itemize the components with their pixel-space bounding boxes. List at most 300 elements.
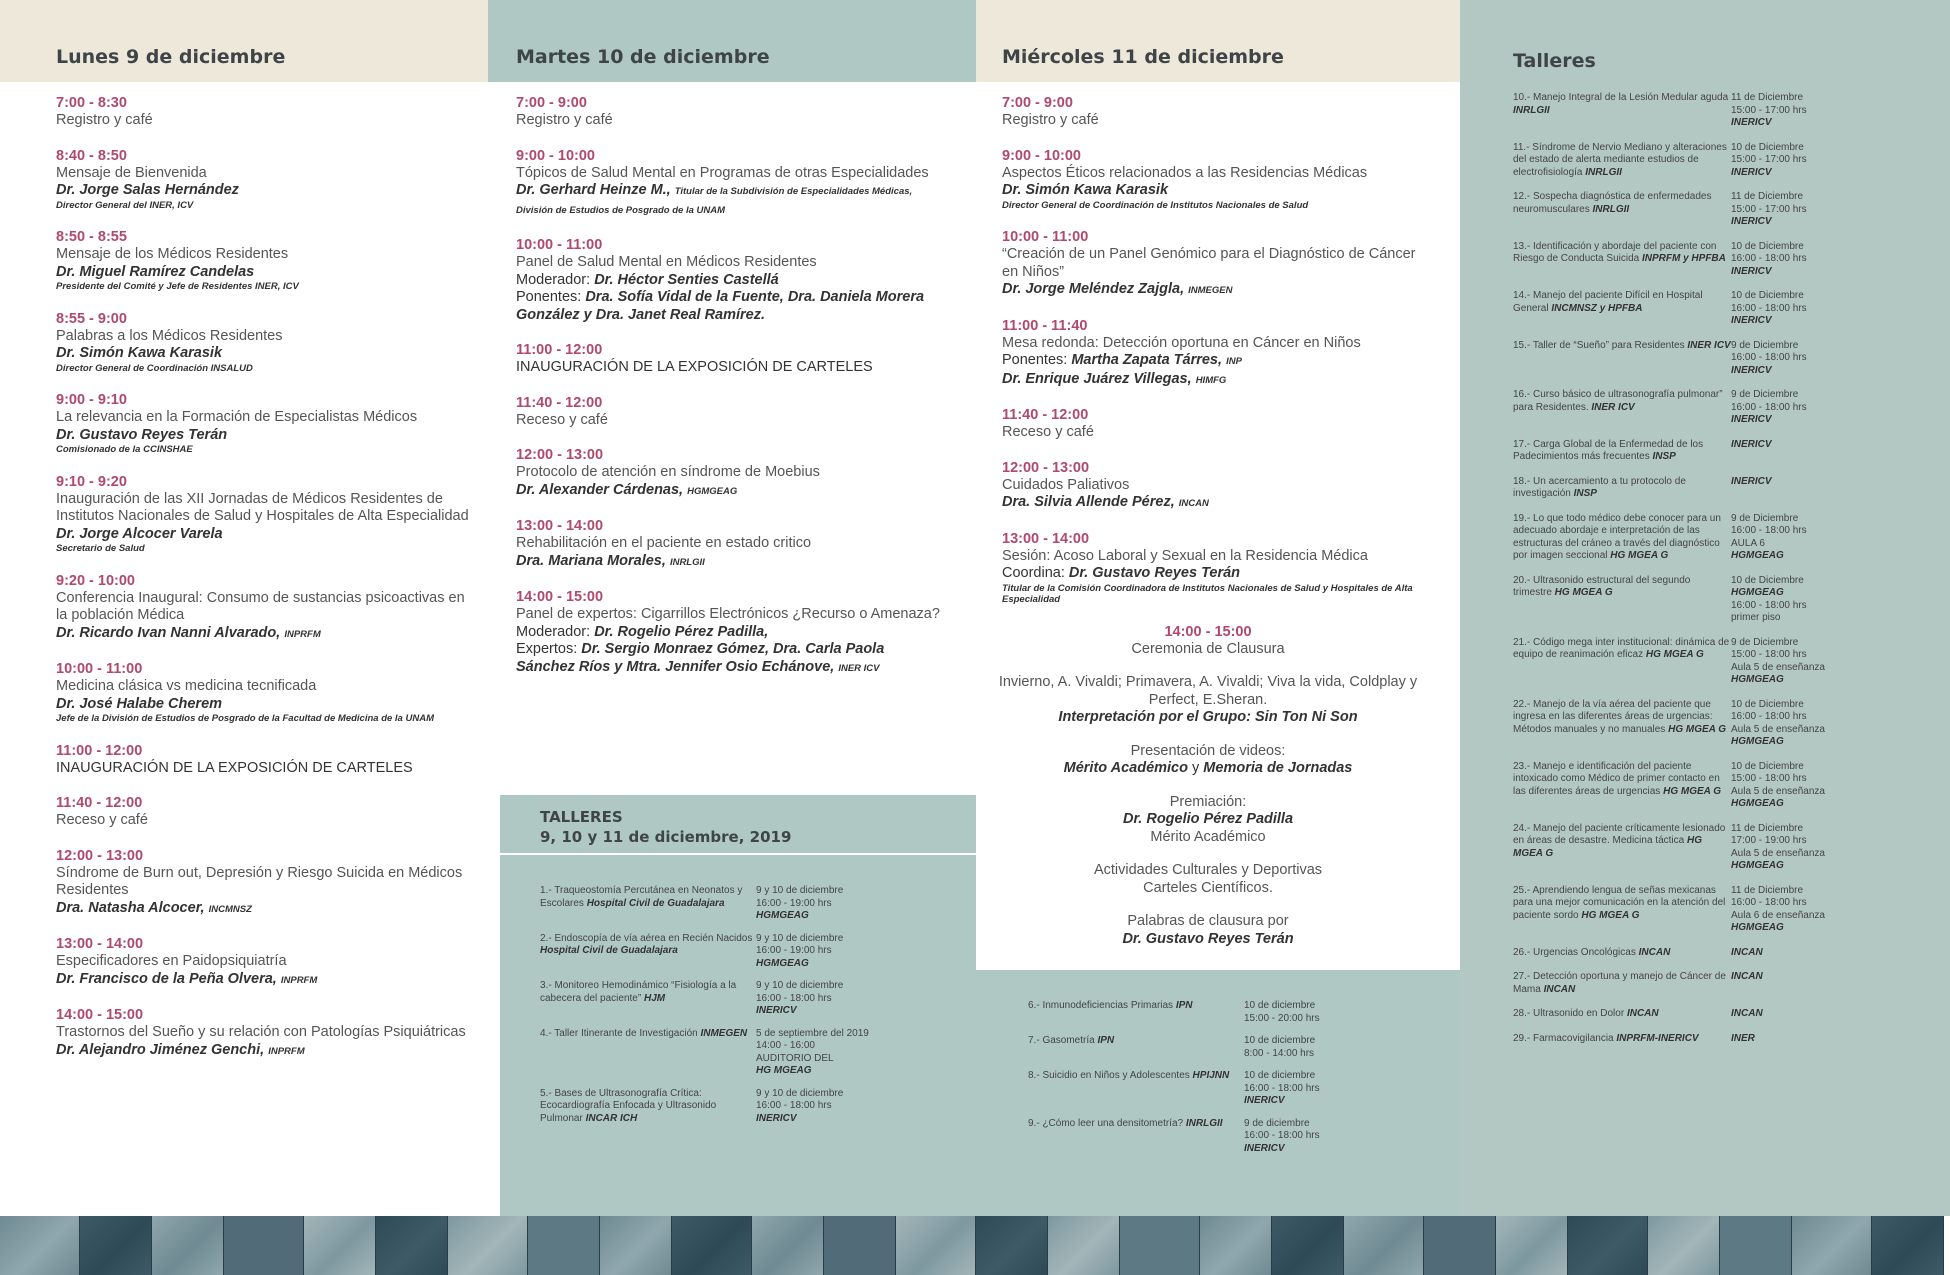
event-title: Rehabilitación en el paciente en estado critico [516,535,812,551]
taller-institution: HG MGEA G [1581,909,1640,921]
taller-info-line: primer piso [1731,612,1781,623]
taller-info-line: 16:00 - 18:00 hrs [1731,599,1807,611]
event-affiliation: Director General de Coordinación INSALUD [56,362,253,374]
event-time: 11:40 - 12:00 [1002,407,1089,423]
taller-place: INERICV [1731,414,1772,425]
event-institution: INPRFM [280,974,318,986]
taller-title: 3.- Monitoreo Hemodinámico “Fisiología a la cabecera del paciente” [540,980,737,1004]
event-speaker: Dr. Jorge Salas Hernández [56,182,239,198]
taller-item [540,885,966,923]
videos-memoria: Memoria de Jornadas [1203,760,1353,776]
photo-thumbnail [448,1216,528,1275]
taller-item [1513,513,1942,563]
closing-music: Invierno, A. Vivaldi; Primavera, A. Vivaldi; Viva la vida, Coldplay y Perfect, E.Sheran. [998,674,1418,708]
photo-thumbnail [1496,1216,1568,1275]
event-speaker-line [1002,494,1420,513]
moderator-label: Moderador: [516,623,595,640]
taller-item [1513,971,1942,996]
photo-thumbnail [1424,1216,1496,1275]
taller-name [1513,637,1731,687]
photo-thumbnail [824,1216,896,1275]
photo-thumbnail [1344,1216,1424,1275]
taller-info-line: 16:00 - 18:00 hrs [1731,352,1807,363]
taller-item [1513,761,1942,811]
schedule-event [516,446,946,500]
event-title: Aspectos Éticos relacionados a las Residencias Médicas [1002,164,1368,181]
taller-info-line: 15:00 - 18:00 hrs [1731,649,1807,660]
event-speaker-line [516,482,946,501]
event-title: INAUGURACIÓN DE LA EXPOSICIÓN DE CARTELES [516,359,873,375]
photo-thumbnail [80,1216,152,1275]
event-panelists [516,641,946,677]
event-time: 12:00 - 13:00 [1002,459,1090,476]
taller-info-line: 10 de Diciembre [1731,698,1804,710]
taller-name [1513,699,1731,749]
event-speaker-line [56,182,478,200]
taller-item [1028,1035,1450,1060]
taller-info [1731,637,1825,687]
event-affiliation: Jefe de la División de Estudios de Posgrado de la Facultad de Medicina de la UNAM [56,713,434,724]
taller-title: 4.- Taller Itinerante de Investigación [540,1027,701,1039]
taller-info-line: 16:00 - 18:00 hrs [1244,1082,1320,1094]
taller-info [1731,142,1807,180]
taller-name [1513,1033,1731,1046]
schedule-event [56,572,478,644]
event-institution: INCMNSZ [208,903,252,915]
photo-thumbnail [976,1216,1048,1275]
schedule-event [56,310,478,375]
event-moderator [1002,565,1420,583]
taller-institution: INCMNSZ y HPFBA [1551,302,1643,314]
taller-title: 7.- Gasometría [1028,1035,1098,1046]
event-title: Registro y café [56,112,153,128]
taller-institution: INCAN [1626,1008,1659,1019]
day1-column [0,0,488,1216]
taller-name [1513,340,1731,378]
event-title: Especificadores en Paidopsiquiatría [56,953,287,969]
taller-info-line: 9 de Diciembre [1731,389,1799,400]
taller-info-line: 16:00 - 18:00 hrs [1731,711,1807,722]
event-time: 11:40 - 12:00 [516,394,603,411]
event-time: 10:00 - 11:00 [1002,229,1089,245]
taller-info-line: 9 de Diciembre [1731,636,1799,648]
photo-thumbnail [376,1216,448,1275]
taller-info [1731,885,1825,935]
taller-title: 23.- Manejo e identificación del paciente intoxicado como Médico de primer contacto en las diferentes áreas de urgencias [1513,760,1720,797]
taller-title: 15.- Taller de “Sueño” para Residentes [1513,339,1688,351]
taller-institution: HG MGEA G [1610,550,1669,561]
event-time: 13:00 - 14:00 [516,518,604,534]
photo-thumbnail [600,1216,672,1275]
schedule-event [1002,530,1420,606]
taller-name [1513,761,1731,811]
taller-info [1731,92,1807,130]
taller-institution: Hospital Civil de Guadalajara [540,945,678,956]
event-title: Mensaje de los Médicos Residentes [56,246,289,262]
taller-info-line: 9 y 10 de diciembre [756,932,844,944]
photo-thumbnail [0,1216,80,1275]
event-speaker: Dr. Jorge Alcocer Varela [56,525,223,542]
taller-place: INERICV [1731,117,1772,128]
event-time: 11:00 - 12:00 [56,742,143,759]
event-title: Cuidados Paliativos [1002,476,1130,493]
photo-thumbnail [1200,1216,1272,1275]
event-title: INAUGURACIÓN DE LA EXPOSICIÓN DE CARTELES [56,759,413,776]
schedule-event [516,236,946,324]
taller-institution: INRLGII [1513,104,1550,116]
schedule-event [56,94,478,130]
taller-name [1513,1008,1731,1021]
event-time: 7:00 - 8:30 [56,95,127,111]
taller-place: INERICV [756,1112,797,1124]
taller-name [1513,142,1731,180]
event-speaker: Dr. Gustavo Reyes Terán [56,426,228,443]
event-speaker-line [56,1042,478,1061]
taller-title: 11.- Síndrome de Nervio Mediano y alteraciones del estado de alerta mediante estudios de electrofisiología [1513,141,1727,178]
schedule-event [516,588,946,677]
schedule-event [1002,147,1420,212]
day2-schedule [488,82,976,677]
taller-title: 10.- Manejo Integral de la Lesión Medular aguda [1513,92,1729,103]
taller-info-line: 14:00 - 16:00 [756,1040,815,1051]
taller-place: INERICV [1731,166,1772,178]
talleres-low-list [976,970,1460,1155]
taller-institution: INSP [1652,451,1676,462]
photo-thumbnail [1720,1216,1792,1275]
taller-item [1028,1000,1450,1025]
taller-title: 6.- Inmunodeficiencias Primarias [1028,1000,1176,1011]
event-title: Trastornos del Sueño y su relación con Patologías Psiquiátricas [56,1024,466,1040]
taller-place: HGMGEAG [1731,798,1784,809]
event-institution: HIMFG [1195,374,1227,386]
schedule-event [1002,459,1420,513]
taller-item [1513,439,1942,464]
taller-info [1731,947,1763,960]
event-time: 9:20 - 10:00 [56,572,135,589]
taller-place: INERICV [1731,364,1772,376]
event-time: 9:00 - 9:10 [56,392,127,408]
taller-info [756,1088,843,1126]
photo-thumbnail [1648,1216,1720,1275]
event-title: Registro y café [1002,112,1099,128]
event-title: Receso y café [56,812,148,828]
taller-title: 18.- Un acercamiento a tu protocolo de investigación [1513,475,1686,499]
event-title: Mensaje de Bienvenida [56,164,207,181]
taller-name [1513,575,1731,625]
event-speaker: Dr. Simón Kawa Karasik [1002,182,1169,198]
taller-place: HGMGEAG [1731,922,1784,933]
event-panelists [516,289,946,324]
taller-institution: HJM [643,992,666,1004]
taller-info-line: 15:00 - 18:00 hrs [1731,773,1807,784]
event-title: Panel de expertos: Cigarrillos Electrónicos ¿Recurso o Amenaza? [516,606,940,622]
event-title: Tópicos de Salud Mental en Programas de otras Especialidades [516,164,929,181]
taller-info-line: 15:00 - 17:00 hrs [1731,154,1807,165]
event-institution: INCAN [1178,498,1209,509]
taller-institution: HPIJNN [1192,1070,1230,1081]
schedule-event [56,391,478,456]
schedule-event [56,473,478,555]
taller-name [1513,389,1731,427]
taller-info [1244,1118,1320,1156]
event-title: Sesión: Acoso Laboral y Sexual en la Residencia Médica [1002,547,1368,564]
taller-institution: HG MGEA G [1668,723,1727,735]
taller-name [540,1088,756,1126]
taller-institution: HG MGEA G [1554,587,1613,598]
event-time: 11:00 - 12:00 [516,342,603,358]
taller-info-line: 5 de septiembre del 2019 [756,1027,869,1039]
taller-info [1731,439,1772,464]
photo-thumbnail [528,1216,600,1275]
taller-title: 2.- Endoscopía de vía aérea en Recién Nacidos [540,932,753,944]
taller-place: INERICV [1244,1095,1285,1106]
closing-videos: Presentación de videos: [1130,742,1286,759]
taller-info-line: 10 de Diciembre [1731,760,1804,772]
taller-title: 22.- Manejo de la vía aérea del paciente que ingresa en las diferentes áreas de urgencias: Métodos manuales y no manuales [1513,698,1713,735]
taller-info-line: 16:00 - 18:00 hrs [1731,302,1807,314]
schedule-event [56,660,478,725]
event-speaker: Dr. Gerhard Heinze M., [516,182,671,198]
taller-place: INCAN [1731,1008,1763,1019]
taller-title: 1.- Traqueostomía Percutánea en Neonatos y Escolares [540,885,743,909]
panelists-label: Ponentes: [516,289,586,305]
closing-title: Ceremonia de Clausura [1131,640,1285,657]
taller-name [1028,1118,1244,1156]
closing-award: Premiación: [1169,793,1247,810]
taller-info-line: 16:00 - 18:00 hrs [1731,401,1807,413]
event-institution: HGMGEAG [687,485,738,497]
photo-thumbnail [1872,1216,1944,1275]
event-speaker-line [1002,371,1420,390]
taller-institution: INER ICV [1591,401,1635,413]
moderator-name: Dr. Rogelio Pérez Padilla, [594,623,769,640]
taller-info [1731,971,1763,996]
event-speaker: Dr. Alejandro Jiménez Genchi, [56,1041,265,1058]
taller-item [540,933,966,971]
closing-time: 14:00 - 15:00 [1164,623,1252,640]
moderator-label: Moderador: [516,271,595,288]
event-title: Protocolo de atención en síndrome de Moebius [516,464,820,480]
closing-activities: Actividades Culturales y Deportivas [1093,862,1323,878]
taller-info-line: 10 de diciembre [1244,1000,1316,1011]
taller-info-line: Aula 5 de enseñanza [1731,723,1825,735]
event-affiliation: Director General del INER, ICV [56,199,194,211]
taller-name [1513,823,1731,873]
schedule-event [1002,94,1420,130]
event-time: 9:00 - 10:00 [1002,147,1081,164]
taller-info [1731,290,1807,328]
taller-name [540,885,756,923]
taller-title: 21.- Código mega inter institucional: dinámica de equipo de reanimación eficaz [1513,636,1730,660]
taller-info-line: AUDITORIO DEL [756,1052,834,1064]
event-speaker-line [516,182,946,219]
taller-info-line: 16:00 - 18:00 hrs [1731,525,1807,536]
schedule-event [1002,317,1420,390]
taller-institution: INSP [1573,488,1597,499]
taller-info [1731,699,1825,749]
taller-name [540,980,756,1018]
taller-info-line: 16:00 - 18:00 hrs [756,1100,832,1111]
taller-info [1244,1000,1320,1025]
event-speaker: Dra. Natasha Alcocer, [56,899,205,916]
taller-title: 5.- Bases de Ultrasonografía Crítica: Ecocardiografía Enfocada y Ultrasonido Pulmonar [540,1087,717,1124]
taller-item [540,980,966,1018]
taller-info [756,980,843,1018]
event-title: Mesa redonda: Detección oportuna en Cáncer en Niños [1002,334,1361,351]
schedule-event [516,147,946,220]
moderator-label: Coordina: [1002,565,1069,581]
taller-item [1513,290,1942,328]
photo-thumbnail [672,1216,752,1275]
schedule-event [516,394,946,430]
event-title: La relevancia en la Formación de Especialistas Médicos [56,409,418,425]
taller-institution: INCAN [1638,946,1671,958]
event-time: 8:55 - 9:00 [56,310,127,327]
taller-title: 27.- Detección oportuna y manejo de Cáncer de Mama [1513,971,1726,995]
taller-title: 8.- Suicidio en Niños y Adolescentes [1028,1070,1193,1081]
photo-thumbnail [152,1216,224,1275]
taller-place: INERICV [1731,438,1772,450]
event-affiliation: Director General de Coordinación de Institutos Nacionales de Salud [1002,199,1309,211]
event-time: 7:00 - 9:00 [516,95,587,111]
taller-info [1244,1035,1315,1060]
panelists-label: Expertos: [516,641,582,657]
talleres-mid-panel [500,795,976,1216]
taller-info-line: 11 de Diciembre [1731,92,1804,103]
closing-words-by: Dr. Gustavo Reyes Terán [1122,930,1294,947]
taller-title: 26.- Urgencias Oncológicas [1513,946,1639,958]
taller-place: HGMGEAG [1731,674,1784,685]
taller-item [1513,476,1942,501]
schedule-event [56,742,478,778]
photo-thumbnail [1272,1216,1344,1275]
taller-title: 13.- Identificación y abordaje del paciente con Riesgo de Conducta Suicida [1513,240,1717,264]
event-speaker-line [56,625,478,644]
taller-place: INER [1731,1032,1755,1044]
taller-place: INERICV [1731,475,1772,487]
taller-item [1513,637,1942,687]
taller-info-line: 9 de Diciembre [1731,339,1799,351]
taller-name [1513,971,1731,996]
closing-ceremony [976,623,1460,949]
taller-info [1731,476,1772,501]
taller-info [1731,1008,1763,1021]
photo-thumbnail [1792,1216,1872,1275]
taller-info-line: 10 de Diciembre [1731,574,1804,586]
taller-name [1513,947,1731,960]
taller-info-line: 16:00 - 18:00 hrs [1731,253,1807,264]
event-institution: INPRFM [284,628,321,640]
taller-info [1731,513,1807,563]
taller-place: HGMGEAG [1731,550,1784,561]
taller-name [1513,885,1731,935]
event-time: 9:10 - 9:20 [56,473,127,490]
taller-title: 16.- Curso básico de ultrasonografía pulmonar” para Residentes. [1513,389,1723,413]
event-title: “Creación de un Panel Genómico para el Diagnóstico de Cáncer en Niños” [1002,246,1416,280]
event-title: Registro y café [516,112,613,128]
event-time: 8:50 - 8:55 [56,229,127,245]
taller-item [1513,1033,1942,1046]
talleres-mid-heading [500,795,976,855]
panelists-institution: INP [1226,356,1242,367]
panelists-names: Dra. Sofía Vidal de la Fuente, Dra. Daniela Morera González y Dra. Janet Real Ramírez. [516,289,925,323]
taller-title: 20.- Ultrasonido estructural del segundo trimestre [1513,574,1691,598]
taller-info [1244,1070,1320,1108]
taller-info-line: 16:00 - 19:00 hrs [756,945,832,956]
taller-info-line: 16:00 - 18:00 hrs [756,992,832,1004]
event-time: 7:00 - 9:00 [1002,95,1073,111]
event-title: Inauguración de las XII Jornadas de Médicos Residentes de Institutos Nacionales de Salud y Hospitales de Alta Especialidad [56,490,469,524]
taller-place: HGMGEAG [1731,736,1784,747]
event-institution: INRLGII [669,556,705,568]
photo-thumbnail [1120,1216,1200,1275]
event-title: Síndrome de Burn out, Depresión y Riesgo Suicida en Médicos Residentes [56,864,463,898]
taller-place: INERICV [1731,265,1772,277]
taller-name [1028,1000,1244,1025]
event-speaker-line [56,526,478,544]
taller-info-line: AULA 6 [1731,537,1765,549]
event-title: Receso y café [1002,424,1094,440]
event-speaker: Dr. Francisco de la Peña Olvera, [56,970,277,987]
event-speaker: Dr. Simón Kawa Karasik [56,345,223,361]
taller-info-line: 11 de Diciembre [1731,822,1804,834]
event-time: 12:00 - 13:00 [56,847,144,864]
event-institution: INMEGEN [1188,285,1233,296]
photo-strip [0,1216,1950,1275]
event-speaker: Dr. Ricardo Ivan Nanni Alvarado, [56,624,281,641]
taller-item [1513,340,1942,378]
event-panelists [1002,352,1420,371]
closing-award-by: Dr. Rogelio Pérez Padilla [1122,811,1294,827]
taller-institution: HG MGEA G [1645,649,1704,660]
taller-item [540,1088,966,1126]
event-title: Receso y café [516,411,608,428]
event-speaker-line [56,900,478,919]
event-time: 14:00 - 15:00 [516,589,604,605]
taller-info [1731,1033,1755,1046]
taller-info-line: Aula 5 de enseñanza [1731,785,1825,797]
event-title: Medicina clásica vs medicina tecnificada [56,678,317,694]
taller-info-line: 15:00 - 20:00 hrs [1244,1012,1320,1024]
taller-place: INERICV [1731,216,1772,227]
event-speaker-line [1002,182,1420,200]
event-speaker-line [56,427,478,445]
schedule-event [1002,228,1420,300]
event-speaker: Dr. Miguel Ramírez Candelas [56,263,255,280]
taller-name [1513,241,1731,279]
taller-place: HGMGEAG [756,957,809,969]
event-time: 11:40 - 12:00 [56,795,143,811]
taller-info [1731,191,1807,229]
event-speaker: Dra. Mariana Morales, [516,552,666,569]
taller-institution: IPN [1175,1000,1193,1011]
talleres-column [1460,0,1950,1216]
event-speaker-line [56,264,478,282]
event-affiliation: Comisionado de la CCINSHAE [56,444,193,455]
taller-info-line: Aula 6 de enseñanza [1731,909,1825,921]
event-speaker-line [56,345,478,363]
closing-videos-line [986,760,1430,778]
event-speaker-line [56,696,478,714]
day3-heading: Miércoles 11 de diciembre [976,0,1460,82]
talleres-heading: Talleres [1513,50,1596,72]
talleres-mid-dates: 9, 10 y 11 de diciembre, 2019 [540,828,792,846]
event-time: 13:00 - 14:00 [56,936,144,952]
taller-info [1731,823,1825,873]
event-institution: INPRFM [268,1045,305,1057]
talleres-mid-list [500,855,976,1125]
schedule-event [516,517,946,571]
